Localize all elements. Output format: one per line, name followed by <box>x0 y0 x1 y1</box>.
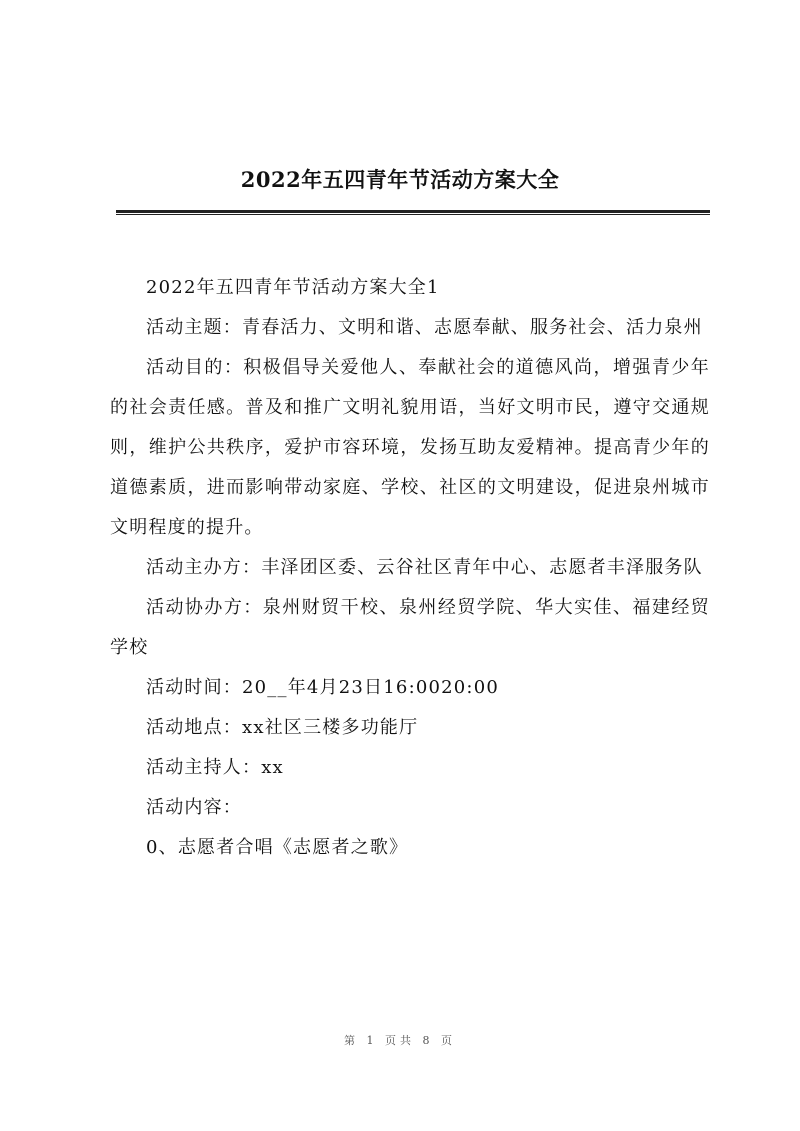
paragraph-organizer: 活动主办方：丰泽团区委、云谷社区青年中心、志愿者丰泽服务队 <box>146 557 703 578</box>
paragraph-host: 活动主持人：xx <box>146 757 284 778</box>
title-divider <box>116 210 710 215</box>
paragraph-co-organizer: 活动协办方：泉州财贸干校、泉州经贸学院、华大实佳、福建经贸学校 <box>110 597 710 658</box>
paragraph-purpose: 活动目的：积极倡导关爱他人、奉献社会的道德风尚，增强青少年的社会责任感。普及和推广文明礼貌用语，当好文明市民，遵守交通规则，维护公共秩序，爱护市容环境，发扬互助友爱精神。提高青少年的道德素质，进而影响带动家庭、学校、社区的文明建设，促进泉州城市文明程度的提升。 <box>110 357 710 538</box>
paragraph-heading: 2022年五四青年节活动方案大全1 <box>146 277 440 298</box>
page-footer: 第 1 页共 8 页 <box>344 1034 456 1047</box>
paragraph-item-0: 0、志愿者合唱《志愿者之歌》 <box>146 837 409 858</box>
document-body <box>110 268 710 868</box>
paragraph-theme: 活动主题：青春活力、文明和谐、志愿奉献、服务社会、活力泉州 <box>146 317 703 338</box>
paragraph-content-label: 活动内容： <box>146 797 242 818</box>
document-title: 2022年五四青年节活动方案大全 <box>240 167 560 192</box>
paragraph-location: 活动地点：xx社区三楼多功能厅 <box>146 717 419 738</box>
paragraph-time: 活动时间：20__年4月23日16:0020:00 <box>146 677 500 698</box>
